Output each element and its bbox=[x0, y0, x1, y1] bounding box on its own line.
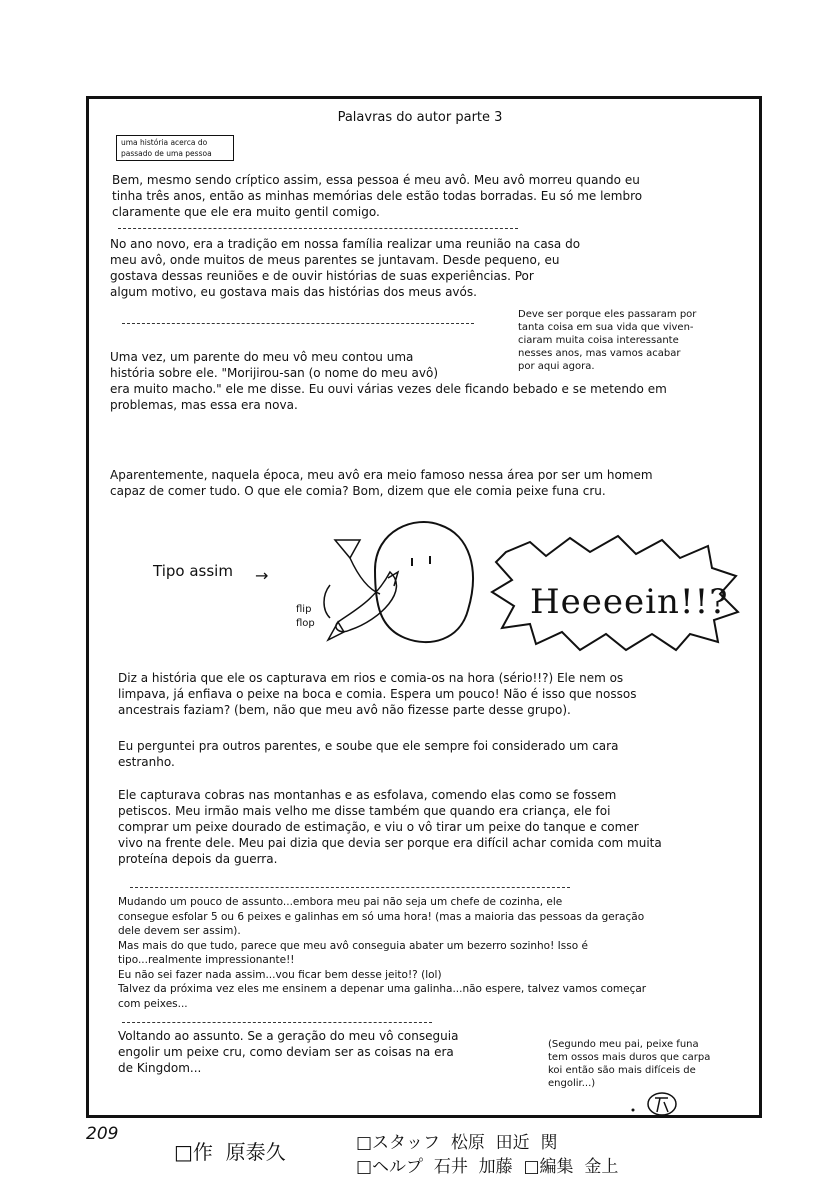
paragraph-6: Eu perguntei pra outros parentes, e soube que ele sempre foi considerado um cara estranho. bbox=[118, 739, 619, 769]
paragraph-3: Uma vez, um parente do meu vô meu contou uma história sobre ele. "Morijirou-san (o nome do meu avô) era muito macho." ele me disse. Eu ouvi várias vezes dele ficando bebado e se metendo em problemas, mas essa era nova. bbox=[110, 350, 667, 412]
divider bbox=[122, 1022, 432, 1023]
arrow-right-icon: → bbox=[255, 566, 269, 585]
paragraph-2: No ano novo, era a tradição em nossa família realizar uma reunião na casa do meu avô, onde muitos de meus parentes se juntavam. Desde pequeno, eu gostava dessas reuniões e de ouvir histórias de suas experiências. Por algum motivo, eu gostava mais das histórias dos meus avós. bbox=[110, 237, 581, 299]
paragraph-4: Aparentemente, naquela época, meu avô era meio famoso nessa área por ser um homem capaz de comer tudo. O que ele comia? Bom, dizem que ele comia peixe funa cru. bbox=[110, 468, 653, 498]
paragraph-1: Bem, mesmo sendo críptico assim, essa pessoa é meu avô. Meu avô morreu quando eu tinha três anos, então as minhas memórias dele estão todas borradas. Eu só me lembro claramente que ele era muito gentil comigo. bbox=[112, 173, 643, 219]
page-title: Palavras do autor parte 3 bbox=[337, 110, 503, 125]
paragraph-9: Voltando ao assunto. Se a geração do meu vô conseguia engolir um peixe cru, como deviam ser as coisas na era de Kingdom... bbox=[118, 1029, 459, 1075]
paragraph-5: Diz a história que ele os capturava em rios e comia-os na hora (sério!!?) Ele nem os limpava, já enfiava o peixe na boca e comia. Espera um pouco! Não é isso que nossos ancestrais faziam? (bem, não que meu avô não fizesse parte desse grupo). bbox=[118, 671, 637, 717]
illustration-caption: Tipo assim bbox=[153, 562, 233, 580]
tag-label: uma história acerca do passado de uma pessoa bbox=[116, 135, 234, 161]
author-signature bbox=[630, 1090, 680, 1120]
divider bbox=[118, 228, 518, 229]
credits-help: □ヘルプ 石井 加藤 □編集 金上 bbox=[356, 1157, 619, 1177]
side-note: Deve ser porque eles passaram por tanta coisa em sua vida que viven- ciaram muita coisa interessante nesses anos, mas vamos acabar por aqui agora. bbox=[518, 309, 697, 372]
page-number: 209 bbox=[86, 1124, 119, 1144]
grandfather-eating-fish-drawing bbox=[320, 510, 500, 660]
side-note-2: (Segundo meu pai, peixe funa tem ossos mais duros que carpa koi então são mais difíceis de engolir...) bbox=[548, 1039, 711, 1089]
credits-staff: □スタッフ 松原 田近 関 bbox=[356, 1133, 558, 1153]
paragraph-8: Mudando um pouco de assunto...embora meu pai não seja um chefe de cozinha, ele consegue esfolar 5 ou 6 peixes e galinhas em só uma hora! (mas a maioria das pessoas da geração dele devem ser assim). Mas mais do que tudo, parece que meu avô conseguia abater um bezerro sozinho! Isso é tipo...realmente impressionante!! Eu não sei fazer nada assim...vou ficar bem desse jeito!? (lol) Talvez da próxima vez eles me ensinem a depenar uma galinha...não espere, talvez vamos começar com peixes... bbox=[118, 896, 647, 1010]
credits-author: □作 原泰久 bbox=[174, 1140, 286, 1164]
divider bbox=[122, 323, 474, 324]
paragraph-7: Ele capturava cobras nas montanhas e as esfolava, comendo elas como se fossem petiscos. Meu irmão mais velho me disse também que quando era criança, ele foi comprar um peixe dourado de estimação, e viu o vô tirar um peixe do tanque e comer vivo na frente dele. Meu pai dizia que devia ser porque era difícil achar comida com muita proteína depois da guerra. bbox=[118, 788, 662, 866]
sound-effect: flip flop bbox=[296, 604, 315, 629]
speech-bubble-text: Heeeein!!? bbox=[530, 582, 729, 622]
divider bbox=[130, 887, 570, 888]
